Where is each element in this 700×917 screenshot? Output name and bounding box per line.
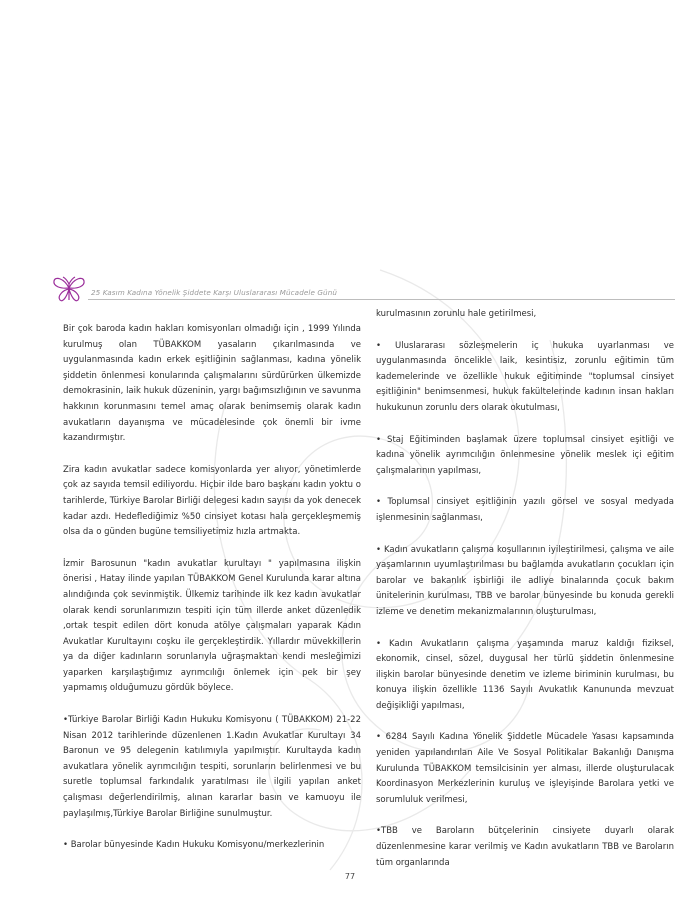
paragraph: • Toplumsal cinsiyet eşitliğinin yazılı görsel ve sosyal medyada işlenmesinin sağlanması, (376, 497, 674, 523)
running-header (52, 274, 675, 304)
paragraph: • Kadın Avukatların çalışma yaşamında maruz kaldığı fiziksel, ekonomik, cinsel, sözel, duygusal her türlü şiddetin önlenmesine ilişkin barolar bünyesinde denetim ve izleme biriminin kurulması, bu konuya ilişkin özellikle 1136 Sayılı Avukatlık Kanununda mevzuat değişikliği yapılması, (376, 638, 674, 711)
butterfly-icon (52, 274, 86, 304)
paragraph: İzmir Barosunun "kadın avukatlar kurultayı " yapılmasına ilişkin önerisi , Hatay ilinde yapılan TÜBAKKOM Genel Kurulunda karar altına alındığında çok sevinmiştik. Ülkemiz tarihinde ilk kez kadın avukatlar olarak kendi sorunlarımızın tespiti için tüm illerde anket düzenledik ,ortak tespit edilen dört konuda atölye çalışmaları yaparak Kadın Avukatlar Kurultayını coşku ile gerçekleştirdik. Yıllardır müvekkillerin ya da diğer kadınların sorunlarıyla uğraşmaktan kendi mesleğimizi yaparken karşılaştığımız ayrımcılığı önlemek için pek bir şey yapmamış olduğumuzu gördük böylece. (63, 558, 361, 694)
paragraph: • Kadın avukatların çalışma koşullarının iyileştirilmesi, çalışma ve aile yaşamlarının uyumlaştırılması bu bağlamda avukatların çocukları için barolar ve bakanlık işbirliği ile adliye binalarında çocuk bakım ünitelerinin kurulması, TBB ve barolar bünyesinde bu konuda gerekli izleme ve denetim mekanizmalarının oluşturulması, (376, 544, 674, 617)
header-divider (88, 299, 675, 300)
right-column (376, 307, 674, 887)
left-column (63, 322, 361, 870)
paragraph: • 6284 Sayılı Kadına Yönelik Şiddetle Mücadele Yasası kapsamında yeniden yapılandırılan Aile Ve Sosyal Politikalar Bakanlığı Danışma Kurulunda TÜBAKKOM temsilcisinin yer alması, illerde oluşturulacak Koordinasyon Merkezlerinin kuruluş ve işleyişinde Barolara yetki ve sorumluluk verilmesi, (376, 732, 674, 805)
paragraph: kurulmasının zorunlu hale getirilmesi, (376, 309, 537, 319)
paragraph: • Staj Eğitiminden başlamak üzere toplumsal cinsiyet eşitliği ve kadına yönelik ayrımcılığın önlenmesine yönelik meslek içi eğitim çalışmalarının yapılması, (376, 434, 674, 476)
paragraph: Zira kadın avukatlar sadece komisyonlarda yer alıyor, yönetimlerde çok az sayıda temsil ediliyordu. Hiçbir ilde baro başkanı kadın yoktu o tarihlerde, Türkiye Barolar Birliği delegesi kadın sayısı da yok denecek kadar azdı. Hedeflediğimiz %50 cinsiyet kotası hala gerçekleşmemiş olsa da o günden bugüne temsiliyetimiz hızla artmakta. (63, 464, 361, 538)
paragraph: • Uluslararası sözleşmelerin iç hukuka uyarlanması ve uygulanmasında öncelikle laik, kesintisiz, zorunlu eğitimin tüm kademelerinde ve özellikle hukuk eğitiminde "toplumsal cinsiyet eşitliğinin" benimsenmesi, hukuk fakültelerinde kadının insan hakları hukukunun zorunlu ders olarak okutulması, (376, 340, 674, 413)
paragraph: •Türkiye Barolar Birliği Kadın Hukuku Komisyonu ( TÜBAKKOM) 21-22 Nisan 2012 tarihlerinde düzenlenen 1.Kadın Avukatlar Kurultayı 34 Baronun ve 95 delegenin katılımıyla yapılmıştır. Kurultayda kadın avukatlara yönelik ayrımcılığın tespiti, sorunların belirlenmesi ve bu suretle toplumsal farkındalık yaratılması ile ilgili yapılan anket çalışması değerlendirilmiş, alınan kararlar basın ve kamuoyu ile paylaşılmış,Türkiye Barolar Birliğine sunulmuştur. (63, 715, 361, 819)
paragraph: • Barolar bünyesinde Kadın Hukuku Komisyonu/merkezlerinin (63, 840, 325, 851)
paragraph: •TBB ve Baroların bütçelerinin cinsiyete duyarlı olarak düzenlenmesine karar verilmiş ve Kadın avukatların TBB ve Baroların tüm organlarında (376, 826, 674, 868)
header-title: 25 Kasım Kadına Yönelik Şiddete Karşı Uluslararası Mücadele Günü (91, 288, 338, 297)
page-number: 77 (344, 872, 356, 881)
paragraph: Bir çok baroda kadın hakları komisyonları olmadığı için , 1999 Yılında kurulmuş olan TÜBAKKOM yasaların çıkarılmasında ve uygulanmasında kadın erkek eşitliğinin sağlanması, kadına yönelik şiddetin önlenmesi konularında çalışmalarını sürdürürken ülkemizde demokrasinin, laik hukuk düzeninin, yargı bağımsızlığının ve savunma hakkının korunmasını temel amaç olarak benimsemiş olarak kadın avukatların dayanışma ve mücadelesinde çok önemli bir ivme kazandırmıştır. (63, 324, 361, 444)
